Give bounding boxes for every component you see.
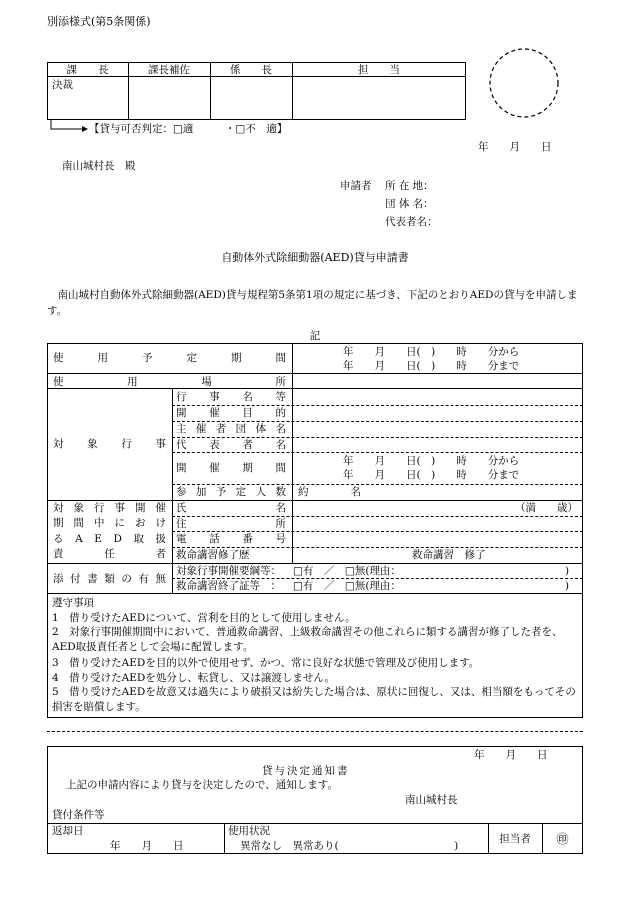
manager-course-value: 救命講習 修了: [412, 549, 486, 561]
event-period-to: 年 月 日( ) 時 分まで: [343, 469, 520, 481]
event-label: 対 象 行 事: [53, 438, 166, 450]
notice-date: 年 月 日: [474, 749, 548, 761]
manager-label-line2: 期 間 中 に お け: [53, 517, 166, 529]
cut-line: [47, 731, 583, 732]
return-date-label: 返却日: [52, 825, 84, 837]
judgment-line: 【貸与可否判定：□適 ・□不 適】: [89, 123, 288, 135]
notice-title: 貸与決定通知書: [262, 765, 350, 777]
participants-value: 約 名: [298, 486, 361, 498]
compliance-item-3: 3 借り受けたAEDを目的以外で使用せず、かつ、常に良好な状態で管理及び使用します。: [52, 657, 480, 669]
application-date: 年 月 日: [478, 141, 552, 153]
period-label: 使 用 予 定 期 間: [53, 352, 286, 364]
annex-label: 別添様式(第5条関係): [47, 15, 151, 28]
event-period-from: 年 月 日( ) 時 分から: [343, 455, 520, 467]
attach-label: 添 付 書 類 の 有 無: [53, 573, 166, 585]
manager-name-label: 氏 名: [176, 502, 286, 514]
compliance-item-5: 5 借り受けたAEDを故意又は過失により破損又は紛失した場合は、原状に回復し、又は、相当額をもってその損害を賠償します。: [52, 686, 576, 713]
place-label: 使 用 場 所: [53, 376, 286, 388]
manager-label-line3: る A E D 取 扱: [53, 533, 166, 545]
ki-label: 記: [309, 330, 321, 342]
approval-col-staff: 担 当: [358, 64, 400, 76]
period-to: 年 月 日( ) 時 分まで: [343, 360, 520, 372]
seal-mark-icon: ㊞: [556, 832, 569, 846]
manager-course-label: 救命講習修了歴: [176, 549, 250, 561]
organizer-label: 主 催 者 団 体 名: [176, 423, 286, 435]
compliance-item-2: 2 対象行事開催期間中において、普通救命講習、上級救命講習その他これらに類する講習が修了した者を、AED取扱責任者として会場に配置します。: [52, 626, 563, 653]
usage-status-label: 使用状況: [228, 825, 270, 837]
seal-circle: [486, 45, 562, 121]
event-purpose-label: 開 催 目 的: [176, 407, 286, 419]
decision-label: 決裁: [52, 79, 73, 91]
attach1-value: □有 ／ □無(理由：: [293, 565, 401, 577]
usage-status-value: 異常なし 異常あり( ): [240, 840, 459, 852]
applicant-address: 所 在 地：: [385, 180, 434, 192]
period-from: 年 月 日( ) 時 分から: [343, 346, 520, 358]
manager-phone-label: 電 話 番 号: [176, 533, 286, 545]
applicant-label: 申請者: [340, 180, 372, 192]
attach2-label: 救命講習終了証等 ：: [176, 580, 281, 592]
manager-label-line4: 責 任 者: [53, 548, 166, 560]
manager-address-label: 住 所: [176, 518, 286, 530]
return-date-value: 年 月 日: [110, 840, 184, 852]
recipient: 南山城村長 殿: [62, 160, 136, 172]
notice-mayor: 南山城村長: [405, 794, 458, 806]
notice-body: 上記の申請内容により貸与を決定したので、通知します。: [66, 779, 338, 791]
applicant-org: 団 体 名：: [385, 198, 434, 210]
attach2-value: □有 ／ □無(理由：: [293, 580, 401, 592]
approval-col-section-chief: 課 長: [66, 64, 109, 76]
staff-label: 担当者: [499, 833, 531, 845]
applicant-representative: 代表者名：: [385, 216, 438, 228]
compliance-title: 遵守事項: [52, 597, 94, 609]
event-name-label: 行 事 名 等: [176, 391, 286, 403]
attach1-label: 対象行事開催要綱等：: [176, 565, 281, 577]
attach1-close: ): [565, 565, 570, 577]
arrow-icon: [50, 120, 90, 134]
compliance-item-4: 4 借り受けたAEDを処分し、転貸し、又は譲渡しません。: [52, 672, 335, 684]
intro-paragraph: 南山城村自動体外式除細動器(AED)貸与規程第5条第1項の規定に基づき、下記のとおりAEDの貸与を申請します。: [47, 289, 578, 317]
approval-col-subsection-chief: 係 長: [230, 64, 272, 76]
manager-age: （満 歳）: [515, 502, 578, 514]
document-title: 自動体外式除細動器(AED)貸与申請書: [221, 251, 409, 264]
compliance-item-1: 1 借り受けたAEDについて、営利を目的として使用しません。: [52, 612, 356, 624]
event-period-label: 開 催 期 間: [176, 462, 286, 474]
attach2-close: ): [565, 580, 570, 592]
manager-label-line1: 対 象 行 事 開 催: [53, 502, 166, 514]
approval-col-deputy-chief: 課長補佐: [148, 64, 190, 76]
participants-label: 参 加 予 定 人 数: [176, 486, 286, 498]
representative-label: 代 表 者 名: [176, 439, 286, 451]
loan-conditions-label: 貸付条件等: [52, 809, 105, 821]
